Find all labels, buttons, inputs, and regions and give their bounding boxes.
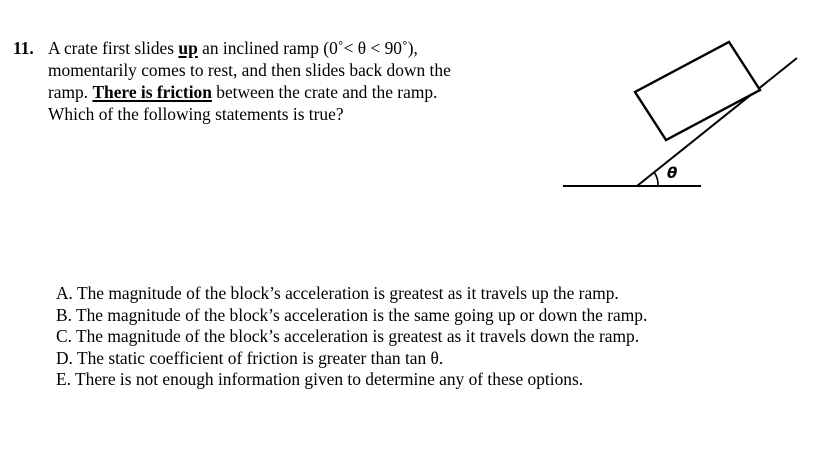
question-number: 11. — [13, 38, 34, 58]
question-text-1a: A crate first slides — [48, 38, 179, 58]
angle-arc — [654, 172, 658, 186]
question-line-1 — [48, 37, 418, 59]
answer-options — [56, 283, 647, 391]
option-d: D. The static coefficient of friction is greater than tan θ. — [56, 347, 444, 368]
emphasis-friction: There is friction — [92, 82, 212, 102]
option-a: A. The magnitude of the block’s acceleration is greatest as it travels up the ramp. — [56, 283, 619, 303]
option-c: C. The magnitude of the block’s acceleration is greatest as it travels down the ramp. — [56, 326, 640, 346]
question-text-3c: between the crate and the ramp. — [211, 82, 438, 102]
question-line-4: Which of the following statements is true? — [48, 104, 344, 124]
emphasis-up: up — [178, 38, 198, 58]
question-text-1c: an inclined ramp (0˚< θ < 90˚), — [197, 38, 418, 58]
question-line-2: momentarily comes to rest, and then slides back down the — [48, 60, 451, 80]
option-b: B. The magnitude of the block’s acceleration is the same going up or down the ramp. — [56, 304, 648, 325]
ramp-diagram — [555, 30, 805, 200]
angle-label: θ — [667, 164, 678, 182]
question-line-3 — [48, 81, 437, 103]
option-e: E. There is not enough information given to determine any of these options. — [56, 369, 584, 389]
crate — [635, 42, 760, 140]
question-text-3a: ramp. — [48, 82, 93, 102]
